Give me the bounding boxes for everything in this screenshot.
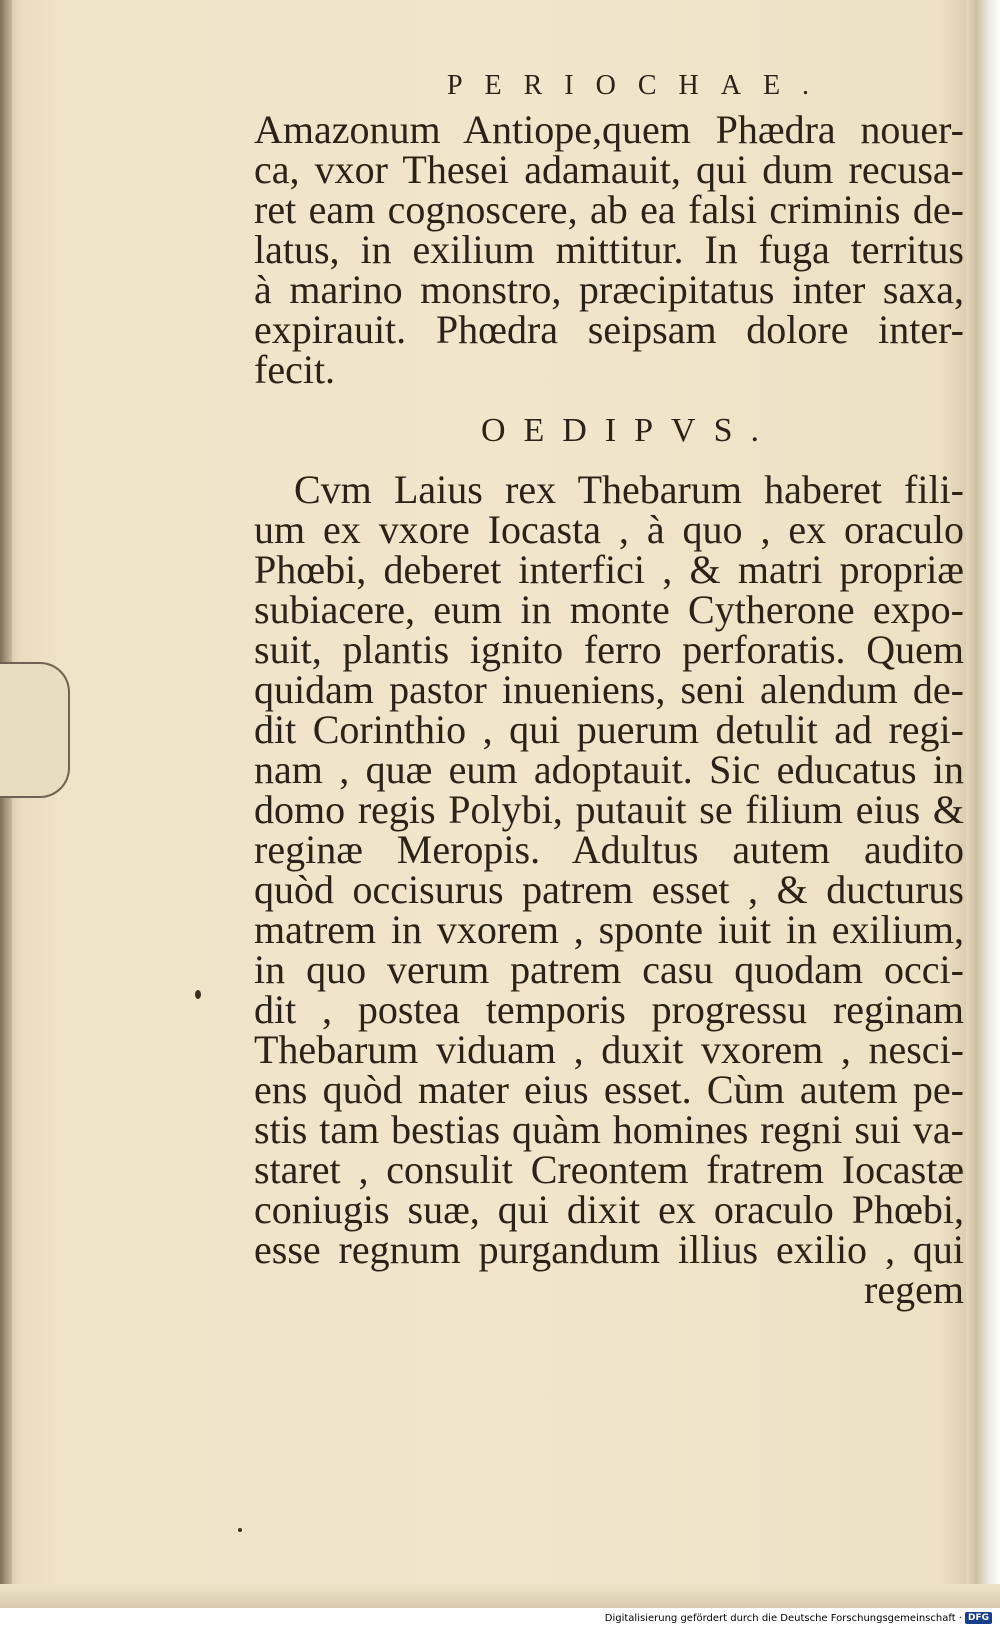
text-line: domo regis Polybi, putauit se filium eius &: [254, 787, 964, 832]
dfg-logo-icon: DFG: [965, 1612, 992, 1624]
text-line: Amazonum Antiope,quem Phædra nouer-: [254, 107, 964, 152]
text-line: quidam pastor inueniens, seni alendum de-: [254, 667, 964, 712]
text-line: dit , postea temporis progressu reginam: [254, 987, 964, 1032]
catchword: regem: [864, 1267, 964, 1312]
page-bottom-edge: [0, 1584, 1000, 1608]
text-line: um ex vxore Iocasta , à quo , ex oraculo: [254, 507, 964, 552]
text-line: staret , consulit Creontem fratrem Iocastæ: [254, 1147, 964, 1192]
book-spine-edge: [0, 0, 12, 1608]
text-line: à marino monstro, præcipitatus inter saxa,: [254, 267, 964, 312]
running-head: PERIOCHAE.: [446, 70, 832, 101]
text-line: fecit.: [254, 347, 336, 392]
paragraph-phaedra: [254, 107, 964, 392]
page-right-edge: [966, 0, 1000, 1608]
text-line: ens quòd mater eius esset. Cùm autem pe-: [254, 1067, 964, 1112]
text-line: stis tam bestias quàm homines regni sui va-: [254, 1107, 964, 1152]
page-tab-marker: [0, 662, 70, 798]
text-line: nam , quæ eum adoptauit. Sic educatus in: [254, 747, 964, 792]
text-line: expirauit. Phœdra seipsam dolore inter-: [254, 307, 964, 352]
ink-speck: [238, 1528, 242, 1532]
text-line: quòd occisurus patrem esset , & ducturus: [254, 867, 964, 912]
text-line: matrem in vxorem , sponte iuit in exilium,: [254, 907, 964, 952]
text-line: Thebarum viduam , duxit vxorem , nesci-: [254, 1027, 964, 1072]
text-line: Phœbi, deberet interfici , & matri propriæ: [254, 547, 964, 592]
text-line: esse regnum purgandum illius exilio , qui: [254, 1227, 964, 1272]
text-line: coniugis suæ, qui dixit ex oraculo Phœbi,: [254, 1187, 964, 1232]
text-line: dit Corinthio , qui puerum detulit ad regi-: [254, 707, 964, 752]
text-line: subiacere, eum in monte Cytherone expo-: [254, 587, 964, 632]
text-line: reginæ Meropis. Adultus autem audito: [254, 827, 964, 872]
text-line: Cvm Laius rex Thebarum haberet fili-: [294, 467, 964, 512]
credit-text: Digitalisierung gefördert durch die Deutsche Forschungsgemeinschaft ·: [604, 1612, 962, 1624]
text-line: latus, in exilium mittitur. In fuga territus: [254, 227, 964, 272]
ink-speck: [195, 990, 201, 999]
text-line: ca, vxor Thesei adamauit, qui dum recusa-: [254, 147, 964, 192]
text-line: suit, plantis ignito ferro perforatis. Quem: [254, 627, 964, 672]
page-text-block: [254, 70, 964, 1310]
text-line: ret eam cognoscere, ab ea falsi criminis de-: [254, 187, 964, 232]
digitization-credit: [605, 1612, 992, 1624]
text-line: in quo verum patrem casu quodam occi-: [254, 947, 964, 992]
paragraph-oedipus: [254, 467, 964, 1312]
section-heading: OEDIPVS.: [480, 412, 778, 449]
